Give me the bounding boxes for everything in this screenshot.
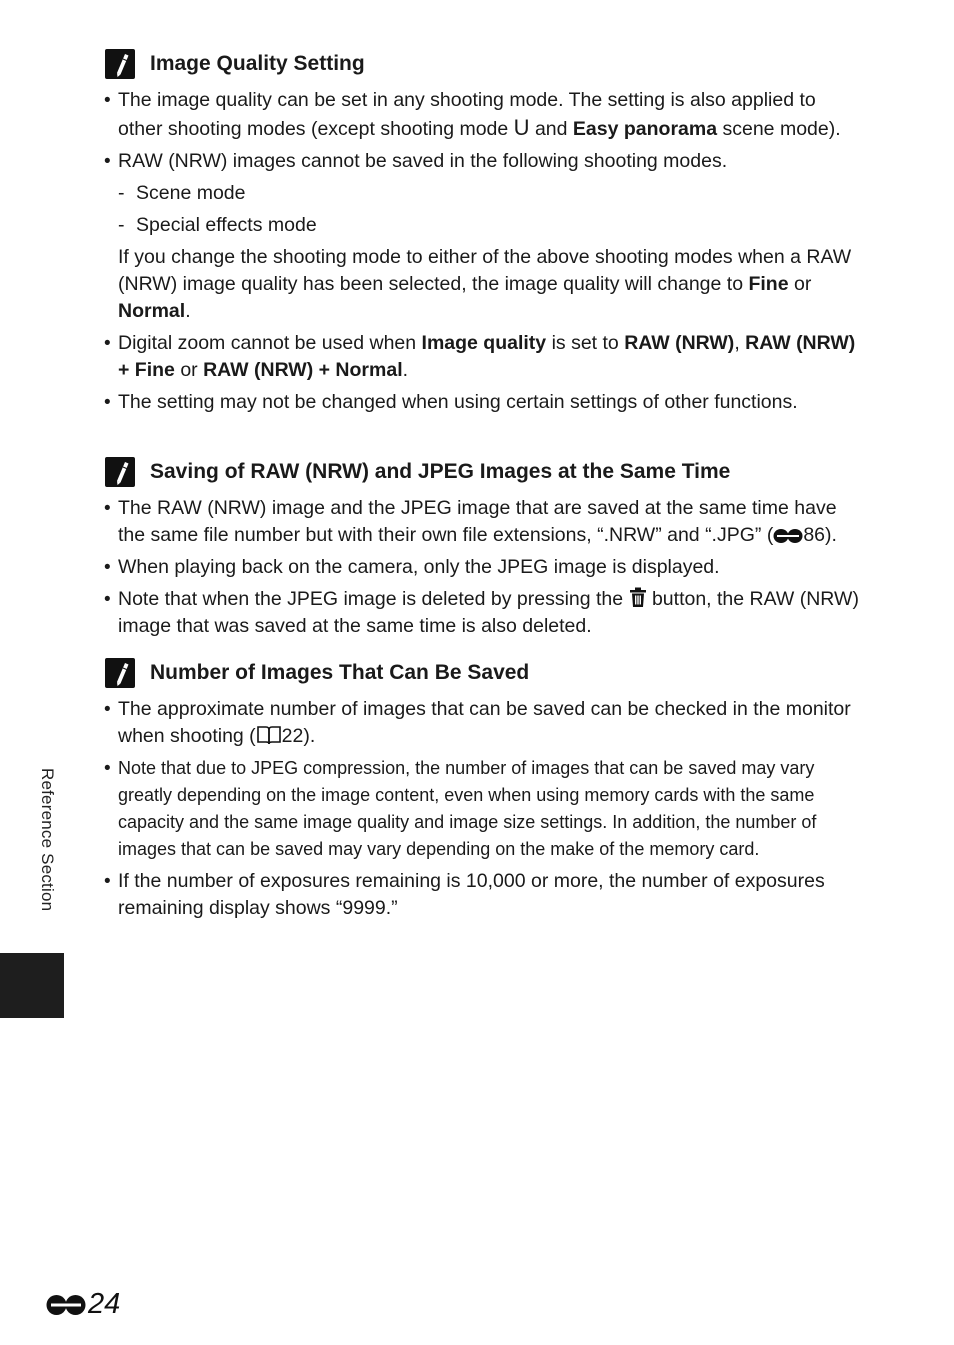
list-item: • Note that when the JPEG image is deleted by pressing the button, the RAW (NRW) image that was saved at the same time is also deleted. <box>104 588 859 637</box>
reference-e-icon <box>46 1294 86 1316</box>
trash-icon <box>629 587 647 608</box>
list-item: • When playing back on the camera, only the JPEG image is displayed. <box>104 556 720 578</box>
side-section-label: Reference Section <box>38 768 57 912</box>
section-raw-jpeg-same-time <box>104 456 864 645</box>
note-pencil-icon <box>104 48 136 80</box>
sub-list-item: - Special effects mode <box>118 214 317 236</box>
section-image-quality-setting <box>104 48 864 421</box>
paragraph: If you change the shooting mode to either of the above shooting modes when a RAW (NRW) image quality has been selected, the image quality will change to Fine or Normal. <box>118 246 852 322</box>
list-item: • The RAW (NRW) image and the JPEG image that are saved at the same time have the same file number but with their own file extensions, “.NRW” and “.JPG” ( 86). <box>104 497 837 546</box>
list-item: • If the number of exposures remaining is 10,000 or more, the number of exposures remaining display shows “9999.” <box>104 870 825 919</box>
book-reference-icon <box>256 725 282 745</box>
section-title: Image Quality Setting <box>150 52 365 75</box>
reference-e-icon <box>773 528 803 544</box>
section-heading <box>104 657 864 689</box>
section-heading <box>104 456 864 488</box>
list-item: • The setting may not be changed when using certain settings of other functions. <box>104 391 798 413</box>
list-item: • Digital zoom cannot be used when Image quality is set to RAW (NRW), RAW (NRW) + Fine or RAW (NRW) + Normal. <box>104 332 856 381</box>
list-item: • The image quality can be set in any shooting mode. The setting is also applied to other shooting modes (except shooting mode U and Easy panorama scene mode). <box>104 89 841 140</box>
note-pencil-icon <box>104 657 136 689</box>
section-title: Number of Images That Can Be Saved <box>150 661 530 684</box>
list-item: • Note that due to JPEG compression, the number of images that can be saved may vary greatly depending on the image content, even when using memory cards with the same capacity and the same image quality and image size settings. In addition, the number of images that can be saved may vary depending on the make of the memory card. <box>104 758 817 859</box>
section-number-of-images <box>104 657 864 927</box>
list-item: • The approximate number of images that can be saved can be checked in the monitor when shooting ( 22). <box>104 698 851 747</box>
shooting-mode-u-icon: U <box>513 115 530 140</box>
page-number: 24 <box>46 1288 120 1321</box>
section-title: Saving of RAW (NRW) and JPEG Images at the Same Time <box>150 460 731 483</box>
list-item: • RAW (NRW) images cannot be saved in the following shooting modes. <box>104 150 728 172</box>
note-pencil-icon <box>104 456 136 488</box>
section-tab-marker <box>0 953 64 1018</box>
sub-list-item: - Scene mode <box>118 182 246 204</box>
section-heading <box>104 48 864 80</box>
